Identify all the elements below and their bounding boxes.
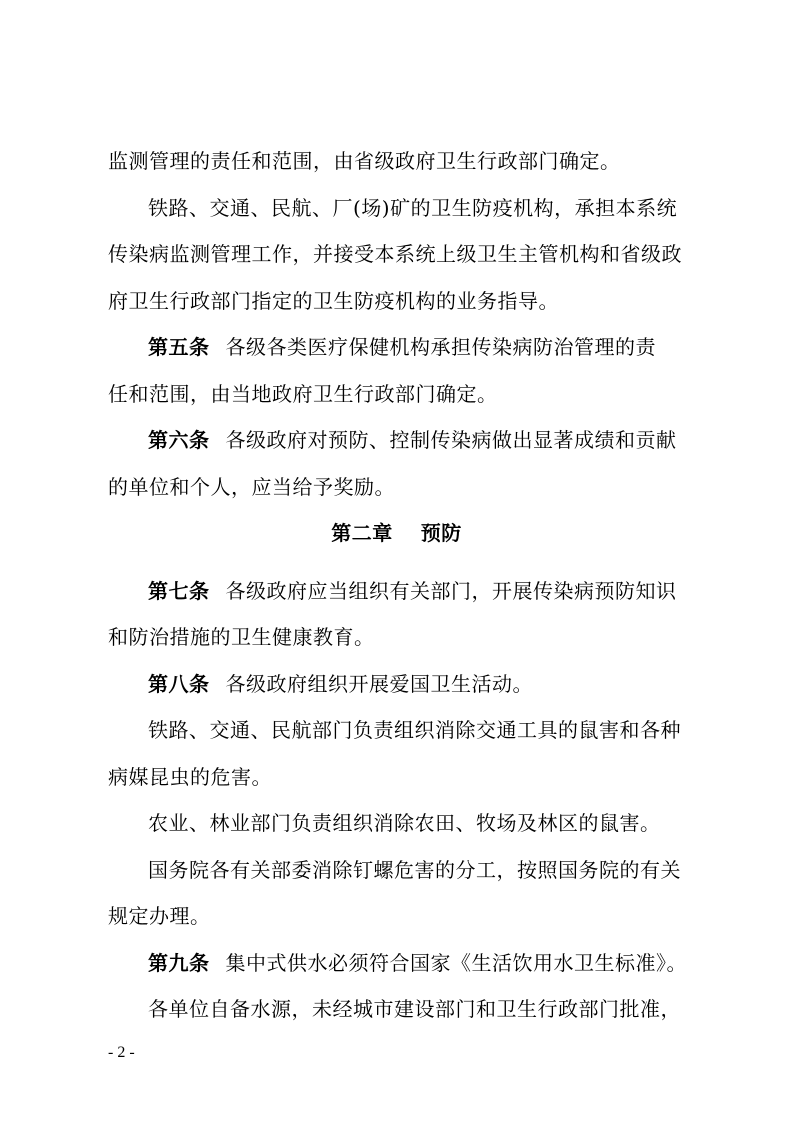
paragraph-line: 任和范围，由当地政府卫生行政部门确定。 (108, 382, 498, 406)
article-8 (148, 669, 533, 699)
article-text: 各级政府应当组织有关部门，开展传染病预防知识 (225, 579, 677, 603)
paragraph-line: 的单位和个人，应当给予奖励。 (108, 475, 395, 499)
paragraph-line: 府卫生行政部门指定的卫生防疫机构的业务指导。 (108, 289, 559, 313)
article-6 (148, 425, 677, 455)
chapter-number: 第二章 (331, 521, 393, 545)
chapter-title (0, 518, 793, 548)
article-label: 第七条 (148, 579, 210, 603)
paragraph-line: 病媒昆虫的危害。 (108, 765, 272, 789)
paragraph-line: 传染病监测管理工作，并接受本系统上级卫生主管机构和省级政 (108, 242, 682, 266)
article-label: 第八条 (148, 672, 210, 696)
article-text: 各级各类医疗保健机构承担传染病防治管理的责 (225, 335, 656, 359)
paragraph-line: 监测管理的责任和范围，由省级政府卫生行政部门确定。 (108, 149, 621, 173)
article-label: 第六条 (148, 428, 210, 452)
paragraph-line: 铁路、交通、民航部门负责组织消除交通工具的鼠害和各种 (148, 718, 681, 742)
chapter-name: 预防 (420, 521, 462, 545)
article-text: 各级政府组织开展爱国卫生活动。 (225, 672, 533, 696)
article-label: 第九条 (148, 951, 210, 975)
article-text: 各级政府对预防、控制传染病做出显著成绩和贡献 (225, 428, 677, 452)
article-9 (148, 948, 687, 978)
article-text: 集中式供水必须符合国家《生活饮用水卫生标准》。 (225, 951, 687, 975)
paragraph-line: 铁路、交通、民航、厂(场)矿的卫生防疫机构，承担本系统 (148, 196, 678, 220)
article-7 (148, 576, 677, 606)
paragraph-line: 国务院各有关部委消除钉螺危害的分工，按照国务院的有关 (148, 858, 681, 882)
article-5 (148, 332, 656, 362)
paragraph-line: 规定办理。 (108, 904, 211, 928)
paragraph-line: 各单位自备水源，未经城市建设部门和卫生行政部门批准， (148, 997, 681, 1021)
paragraph-line: 农业、林业部门负责组织消除农田、牧场及林区的鼠害。 (148, 811, 661, 835)
article-label: 第五条 (148, 335, 210, 359)
page-number: - 2 - (108, 1044, 135, 1061)
paragraph-line: 和防治措施的卫生健康教育。 (108, 625, 375, 649)
